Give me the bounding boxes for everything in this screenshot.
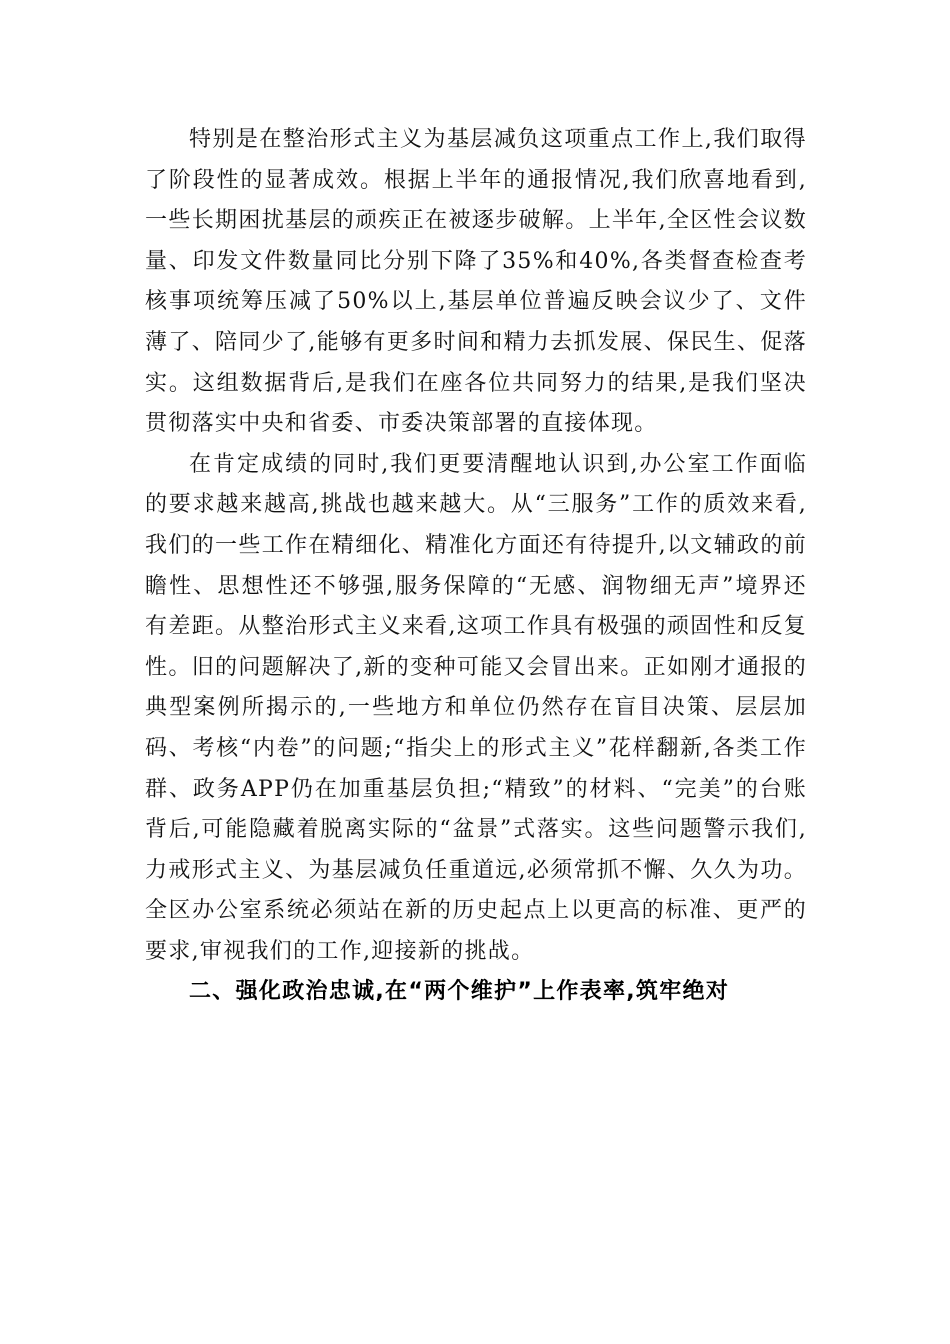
document-body [145, 120, 807, 1013]
section-heading: 二、强化政治忠诚,在“两个维护”上作表率,筑牢绝对 [189, 979, 730, 1005]
paragraph-achievements: 特别是在整治形式主义为基层减负这项重点工作上,我们取得了阶段性的显著成效。根据上半年的通报情况,我们欣喜地看到,一些长期困扰基层的顽疾正在被逐步破解。上半年,全区性会议数量、印发文件数量同比分别下降了35%和40%,各类督查检查考核事项统筹压减了50%以上,基层单位普遍反映会议少了、文件薄了、陪同少了,能够有更多时间和精力去抓发展、保民生、促落实。这组数据背后,是我们在座各位共同努力的结果,是我们坚决贯彻落实中央和省委、市委决策部署的直接体现。 [145, 127, 807, 437]
paragraph-challenges: 在肯定成绩的同时,我们更要清醒地认识到,办公室工作面临的要求越来越高,挑战也越来越大。从“三服务”工作的质效来看,我们的一些工作在精细化、精准化方面还有待提升,以文辅政的前瞻性、思想性还不够强,服务保障的“无感、润物细无声”境界还有差距。从整治形式主义来看,这项工作具有极强的顽固性和反复性。旧的问题解决了,新的变种可能又会冒出来。正如刚才通报的典型案例所揭示的,一些地方和单位仍然存在盲目决策、层层加码、考核“内卷”的问题;“指尖上的形式主义”花样翻新,各类工作群、政务APP仍在加重基层负担;“精致”的材料、“完美”的台账背后,可能隐藏着脱离实际的“盆景”式落实。这些问题警示我们,力戒形式主义、为基层减负任重道远,必须常抓不懈、久久为功。全区办公室系统必须站在新的历史起点上以更高的标准、更严的要求,审视我们的工作,迎接新的挑战。 [145, 451, 807, 964]
